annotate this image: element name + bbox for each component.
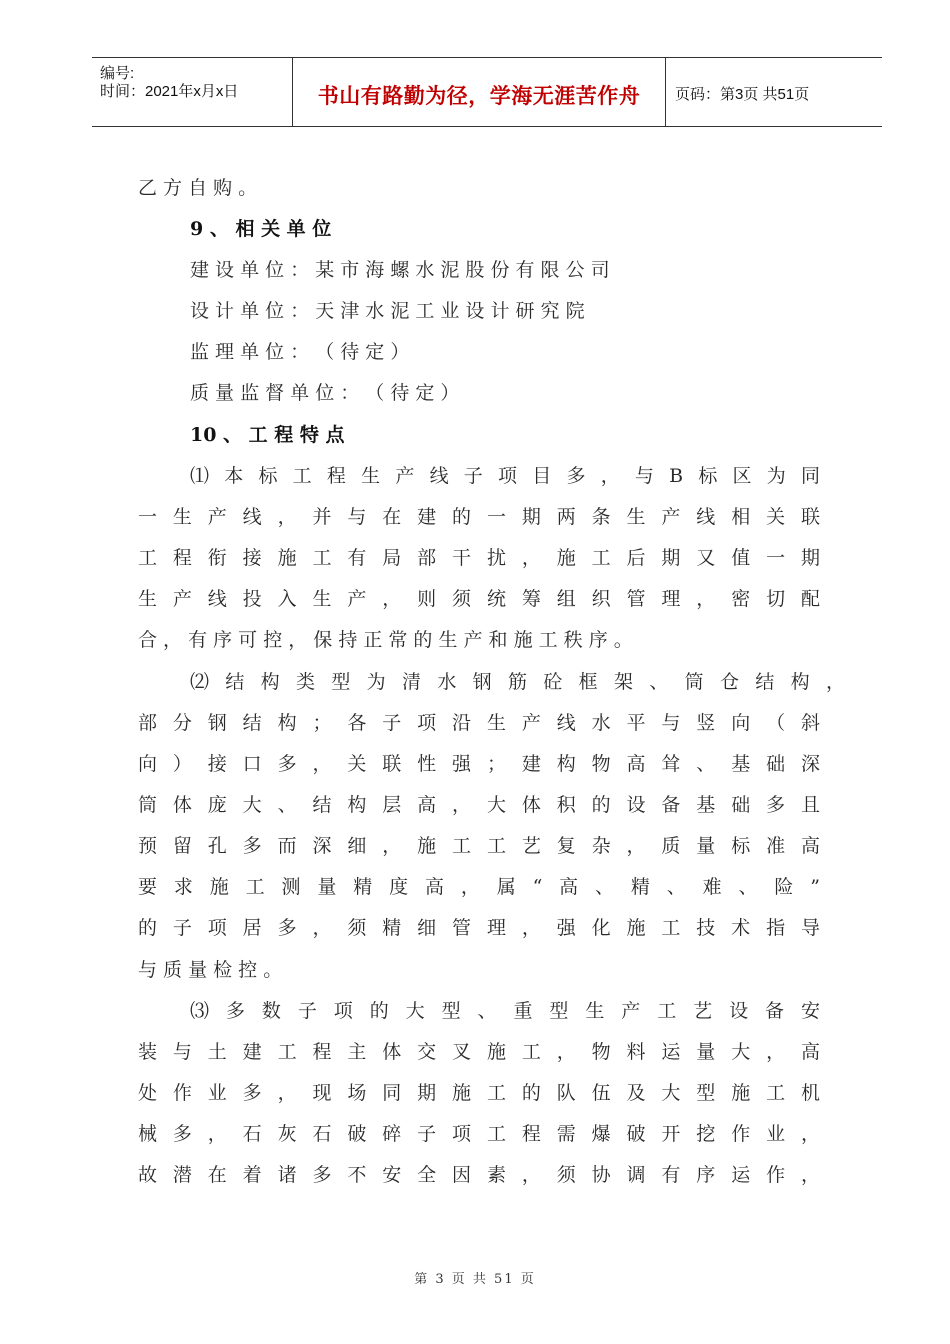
- body-line: ⑶多数子项的大型、重型生产工艺设备安: [190, 1000, 820, 1022]
- body-line: 的子项居多，须精细管理，强化施工技术指导: [138, 917, 820, 939]
- body-line: 械多，石灰石破碎子项工程需爆破开挖作业，: [138, 1123, 820, 1145]
- header-page-cell: [665, 58, 882, 126]
- section-heading: 9 、 相 关 单 位: [190, 218, 332, 240]
- body-line: 向）接口多，关联性强；建构物高耸、基础深: [138, 753, 820, 775]
- body-line: 质 量 监 督 单 位 ： （ 待 定 ）: [190, 382, 460, 404]
- body-line: 一生产线，并与在建的一期两条生产线相关联: [138, 506, 820, 528]
- body-line: 筒体庞大、结构层高，大体积的设备基础多且: [138, 794, 820, 816]
- body-line: 处作业多，现场同期施工的队伍及大型施工机: [138, 1082, 820, 1104]
- body-line: 要求施工测量精度高，属“高、精、难、险”: [138, 876, 820, 898]
- body-line: 合 ， 有 序 可 控 ， 保 持 正 常 的 生 产 和 施 工 秩 序 。: [138, 629, 633, 651]
- page-info: 页码：第3页 共51页: [675, 86, 810, 103]
- body-line: 建 设 单 位 ： 某 市 海 螺 水 泥 股 份 有 限 公 司: [190, 259, 610, 281]
- body-line: 预留孔多而深细，施工工艺复杂，质量标准高: [138, 835, 820, 857]
- body-line: 故潜在着诸多不安全因素，须协调有序运作，: [138, 1164, 820, 1186]
- body-line: ⑵结构类型为清水钢筋砼框架、筒仓结构，: [190, 671, 845, 693]
- body-line: 部分钢结构；各子项沿生产线水平与竖向（斜: [138, 712, 820, 734]
- body-line: 装与土建工程主体交叉施工，物料运量大，高: [138, 1041, 820, 1063]
- motto: 书山有路勤为径，学海无涯苦作舟: [317, 84, 641, 108]
- body-line: ⑴本标工程生产线子项目多，与B标区为同: [190, 465, 820, 487]
- body-line: 设 计 单 位 ： 天 津 水 泥 工 业 设 计 研 究 院: [190, 300, 585, 322]
- body-line: 生产线投入生产，则须统筹组织管理，密切配: [138, 588, 820, 610]
- body-line: 工程衔接施工有局部干扰，施工后期又值一期: [138, 547, 820, 569]
- header-meta-cell: [92, 58, 292, 126]
- body-line: 监 理 单 位 ： （ 待 定 ）: [190, 341, 410, 363]
- section-heading: 10 、 工 程 特 点: [190, 424, 345, 446]
- body-line: 乙 方 自 购 。: [138, 177, 258, 199]
- page-footer: 第 3 页 共 51 页: [414, 1272, 536, 1287]
- body-line: 与 质 量 检 控 。: [138, 959, 283, 981]
- number-label: 编号:: [100, 65, 135, 82]
- header-motto-cell: [292, 58, 666, 126]
- page-header: [92, 57, 882, 127]
- time-label: 时间：2021年x月x日: [100, 83, 239, 100]
